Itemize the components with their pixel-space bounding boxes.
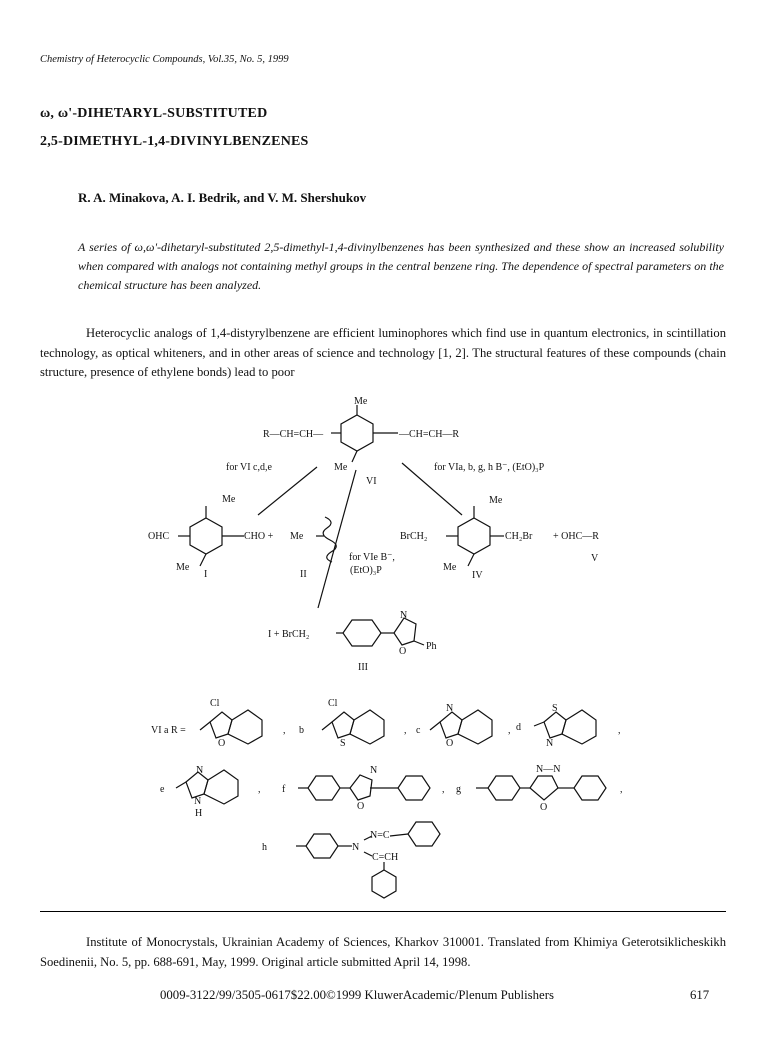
label-nn-g: N—N (536, 764, 561, 775)
label-ii: II (300, 569, 307, 580)
label-via-r: VI a R = (151, 725, 186, 736)
arrow-middle (318, 470, 356, 608)
footnote-rule (40, 911, 726, 912)
label-c-eq-ch: C=CH (372, 852, 399, 863)
label-o-g: O (540, 802, 548, 813)
label-b: b (299, 725, 304, 736)
phenyl-ring-h3 (372, 870, 396, 898)
label-ch2br: CH₂Br (505, 531, 533, 542)
label-cho-plus: CHO + (244, 531, 274, 542)
wavy-reagent-ii (323, 517, 336, 562)
label-me-vi: Me (334, 462, 348, 473)
label-comma-3: , (508, 725, 511, 736)
label-iv: IV (472, 570, 483, 581)
abstract: A series of ω,ω'-dihetaryl-substituted 2,5-dimethyl-1,4-divinylbenzenes has been synthesized and these show an increased solubility when compared with analogs not containing methyl groups in the central benzene ring. The dependence of spectral parameters on the chemical structure has been analyzed. (78, 240, 724, 292)
phenyl-ring-g1 (488, 776, 520, 800)
label-h: h (262, 842, 267, 853)
label-n-d: N (546, 738, 554, 749)
top-formula-left: R—CH=CH— (263, 429, 324, 440)
arrow-mid-label-1: for VIe B⁻, (349, 552, 395, 563)
label-vi: VI (366, 476, 377, 487)
label-d: d (516, 722, 521, 733)
phenyl-ring-h2 (408, 822, 440, 846)
label-cl-a: Cl (210, 698, 220, 709)
label-comma-1: , (283, 725, 286, 736)
label-s-d: S (552, 703, 558, 714)
label-o-c: O (446, 738, 454, 749)
label-e: e (160, 784, 165, 795)
article-title-line-1: ω, ω'-DIHETARYL-SUBSTITUTED (40, 106, 268, 121)
label-comma-4: , (618, 725, 621, 736)
label-v: V (591, 553, 599, 564)
label-n-c: N (446, 703, 454, 714)
body-paragraph: Heterocyclic analogs of 1,4-distyrylbenzene are efficient luminophores which find use in quantum electronics, in scintillation technology, as optical whiteners, and in other areas of science and technology [1, 2]. The structural features of these compounds (chain structure, presence of ethylene bonds) lead to poor (40, 326, 726, 379)
oxadiazole-ring-g (530, 776, 558, 800)
arrow-right-label: for VIa, b, g, h B⁻, (EtO)₃P (434, 462, 545, 473)
label-comma-7: , (620, 784, 623, 795)
benzene-ring-iv (458, 518, 490, 554)
label-n-h: N (352, 842, 360, 853)
label-i: I (204, 569, 208, 580)
phenyl-ring-f1 (308, 776, 340, 800)
label-iii: III (358, 662, 368, 673)
arrow-left-up (258, 467, 317, 515)
label-me-top: Me (354, 396, 368, 407)
label-c: c (416, 725, 421, 736)
top-formula-right: —CH=CH—R (399, 429, 460, 440)
issn-line: 0009-3122/99/3505-0617$22.00©1999 KluwerAcademic/Plenum Publishers (160, 988, 554, 1002)
label-o-f: O (357, 801, 365, 812)
label-me-iv-top: Me (489, 495, 503, 506)
label-n-eq-c: N=C (370, 830, 390, 841)
footnote: Institute of Monocrystals, Ukrainian Academy of Sciences, Kharkov 310001. Translated from Khimiya Geterotsiklicheskikh Soedinenii, No. 5, pp. 688-691, May, 1999. Original article submitted April 14, 1998. (40, 935, 726, 969)
author-list: R. A. Minakova, A. I. Bedrik, and V. M. Shershukov (78, 190, 367, 205)
label-plus-ohc-r: + OHC—R (553, 531, 599, 542)
label-ohc: OHC (148, 531, 170, 542)
label-me-ii: Me (290, 531, 304, 542)
label-comma-2: , (404, 725, 407, 736)
label-n-iii: N (400, 610, 408, 621)
oxazole-ring-f (350, 775, 372, 800)
page-number: 617 (690, 988, 710, 1002)
benzene-ring-vi (341, 415, 373, 451)
label-me-i-top: Me (222, 494, 236, 505)
article-title-line-2: 2,5-DIMETHYL-1,4-DIVINYLBENZENES (40, 134, 309, 149)
oxazole-ring-iii (394, 618, 416, 645)
label-o-iii: O (399, 646, 407, 657)
label-n-f: N (370, 765, 378, 776)
arrow-mid-label-2: (EtO)₃P (350, 565, 382, 576)
label-me-iv-bottom: Me (443, 562, 457, 573)
benzene-ring-i (190, 518, 222, 554)
label-n-e: N (196, 765, 204, 776)
label-i-plus-brch2: I + BrCH₂ (268, 629, 310, 640)
label-s-b: S (340, 738, 346, 749)
benzene-ring-iii (343, 620, 381, 646)
label-cl-b: Cl (328, 698, 338, 709)
label-o-a: O (218, 738, 226, 749)
phenyl-ring-h1 (306, 834, 338, 858)
label-n-e-2: N (194, 796, 202, 807)
label-comma-5: , (258, 784, 261, 795)
phenyl-ring-f2 (398, 776, 430, 800)
label-g: g (456, 784, 461, 795)
label-f: f (282, 784, 286, 795)
phenyl-ring-g2 (574, 776, 606, 800)
journal-citation: Chemistry of Heterocyclic Compounds, Vol.35, No. 5, 1999 (40, 54, 289, 65)
label-comma-6: , (442, 784, 445, 795)
arrow-left-label: for VI c,d,e (226, 462, 272, 473)
label-h-e: H (195, 808, 203, 819)
label-me-i-bottom: Me (176, 562, 190, 573)
label-brch2: BrCH₂ (400, 531, 428, 542)
label-ph-iii: Ph (426, 641, 437, 652)
